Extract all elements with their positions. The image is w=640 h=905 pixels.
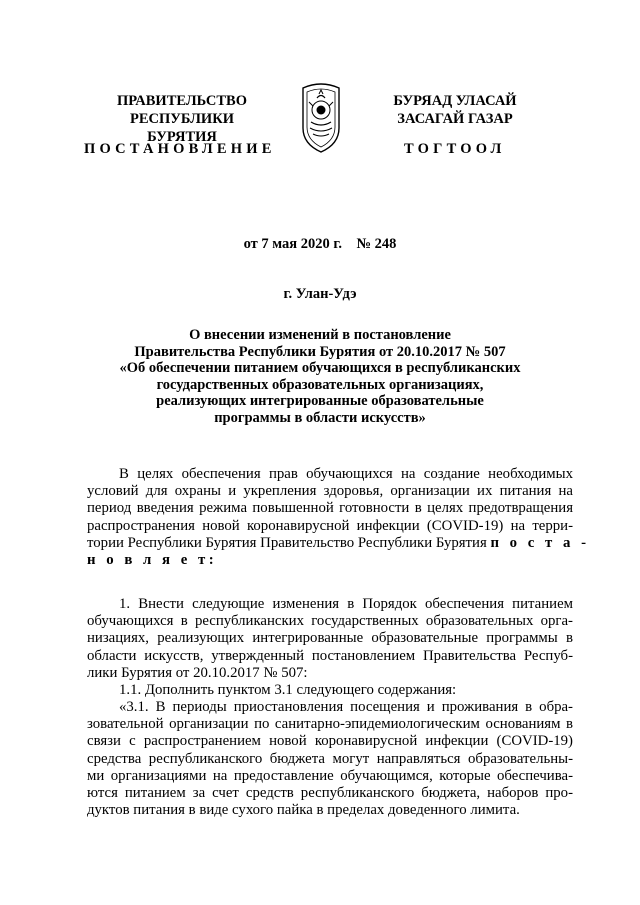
text-line: В целях обеспечения прав обучающихся на создание необходимых xyxy=(119,466,573,482)
document-date: от 7 мая 2020 г. xyxy=(243,236,342,252)
document-city: г. Улан-Удэ xyxy=(283,286,357,302)
text-line: дуктов питания в виде сухого пайка в пределах доведенного лимита. xyxy=(87,802,520,819)
document-title xyxy=(96,327,544,426)
text-line: ются питанием за счет средств республиканского бюджета, наборов про- xyxy=(87,784,573,801)
item-1-paragraph xyxy=(87,596,573,699)
text-line xyxy=(87,534,590,552)
text-line: «3.1. В периоды приостановления посещения и проживания в обра- xyxy=(119,699,573,715)
text-line: лики Бурятия от 20.10.2017 № 507: xyxy=(87,664,308,681)
title-line: Правительства Республики Бурятия от 20.10.2017 № 507 xyxy=(134,343,506,360)
text-line: условий для охраны и укрепления здоровья, организации их питания на xyxy=(87,483,573,500)
text-line: связи с распространением новой коронавирусной инфекции (COVID-19) xyxy=(87,733,573,750)
text-line: 1. Внести следующие изменения в Порядок обеспечения питанием xyxy=(119,596,573,612)
text-line-part: тории Республики Бурятия Правительство Республики Бурятия xyxy=(87,534,487,551)
text-line: ми организациями на предоставление обучающимся, которые обеспечива- xyxy=(87,767,573,784)
document-number: № 248 xyxy=(356,236,397,252)
header-left-doc-type: ПОСТАНОВЛЕНИЕ xyxy=(84,141,276,157)
text-line: средства республиканского бюджета могут направляться образовательны- xyxy=(87,750,573,767)
text-line: обучающихся в республиканских государственных образовательных орга- xyxy=(87,613,573,630)
header-right-line1: БУРЯАД УЛАСАЙ xyxy=(393,93,517,109)
text-line: низациях, реализующих интегрированные образовательные программы в xyxy=(87,630,573,647)
coat-of-arms-buryatia-icon xyxy=(299,78,343,154)
title-line: реализующих интегрированные образовательные xyxy=(156,393,484,409)
title-line: «Об обеспечении питанием обучающихся в республиканских xyxy=(119,360,521,376)
decree-word-continued: н о в л я е т: xyxy=(87,551,218,568)
header-left-line2: РЕСПУБЛИКИ БУРЯТИЯ xyxy=(129,111,235,145)
title-line: программы в области искусств» xyxy=(214,409,426,426)
header-right-doc-type: ТОГТООЛ xyxy=(404,141,506,157)
clause-3-1-paragraph xyxy=(87,699,573,819)
title-line: государственных образовательных организациях, xyxy=(156,376,484,393)
text-line: области искусств, утвержденный постановлением Правительства Респуб- xyxy=(87,647,573,664)
header-left-line1: ПРАВИТЕЛЬСТВО xyxy=(117,93,247,109)
header-right-line2: ЗАСАГАЙ ГАЗАР xyxy=(397,111,513,127)
text-line: распространения новой коронавирусной инфекции (COVID-19) на терри- xyxy=(87,517,573,534)
preamble-paragraph xyxy=(87,466,590,569)
title-line: О внесении изменений в постановление xyxy=(189,327,451,343)
item-1-1: 1.1. Дополнить пунктом 3.1 следующего содержания: xyxy=(119,681,457,698)
document-date-number xyxy=(0,236,640,253)
decree-word: п о с т а - xyxy=(490,534,590,551)
header-right xyxy=(369,92,541,128)
text-line: зовательной организации по санитарно-эпидемиологическим основаниям в xyxy=(87,716,573,733)
header-left xyxy=(96,92,268,146)
text-line: период введения режима повышенной готовности в целях предотвращения xyxy=(87,500,573,517)
